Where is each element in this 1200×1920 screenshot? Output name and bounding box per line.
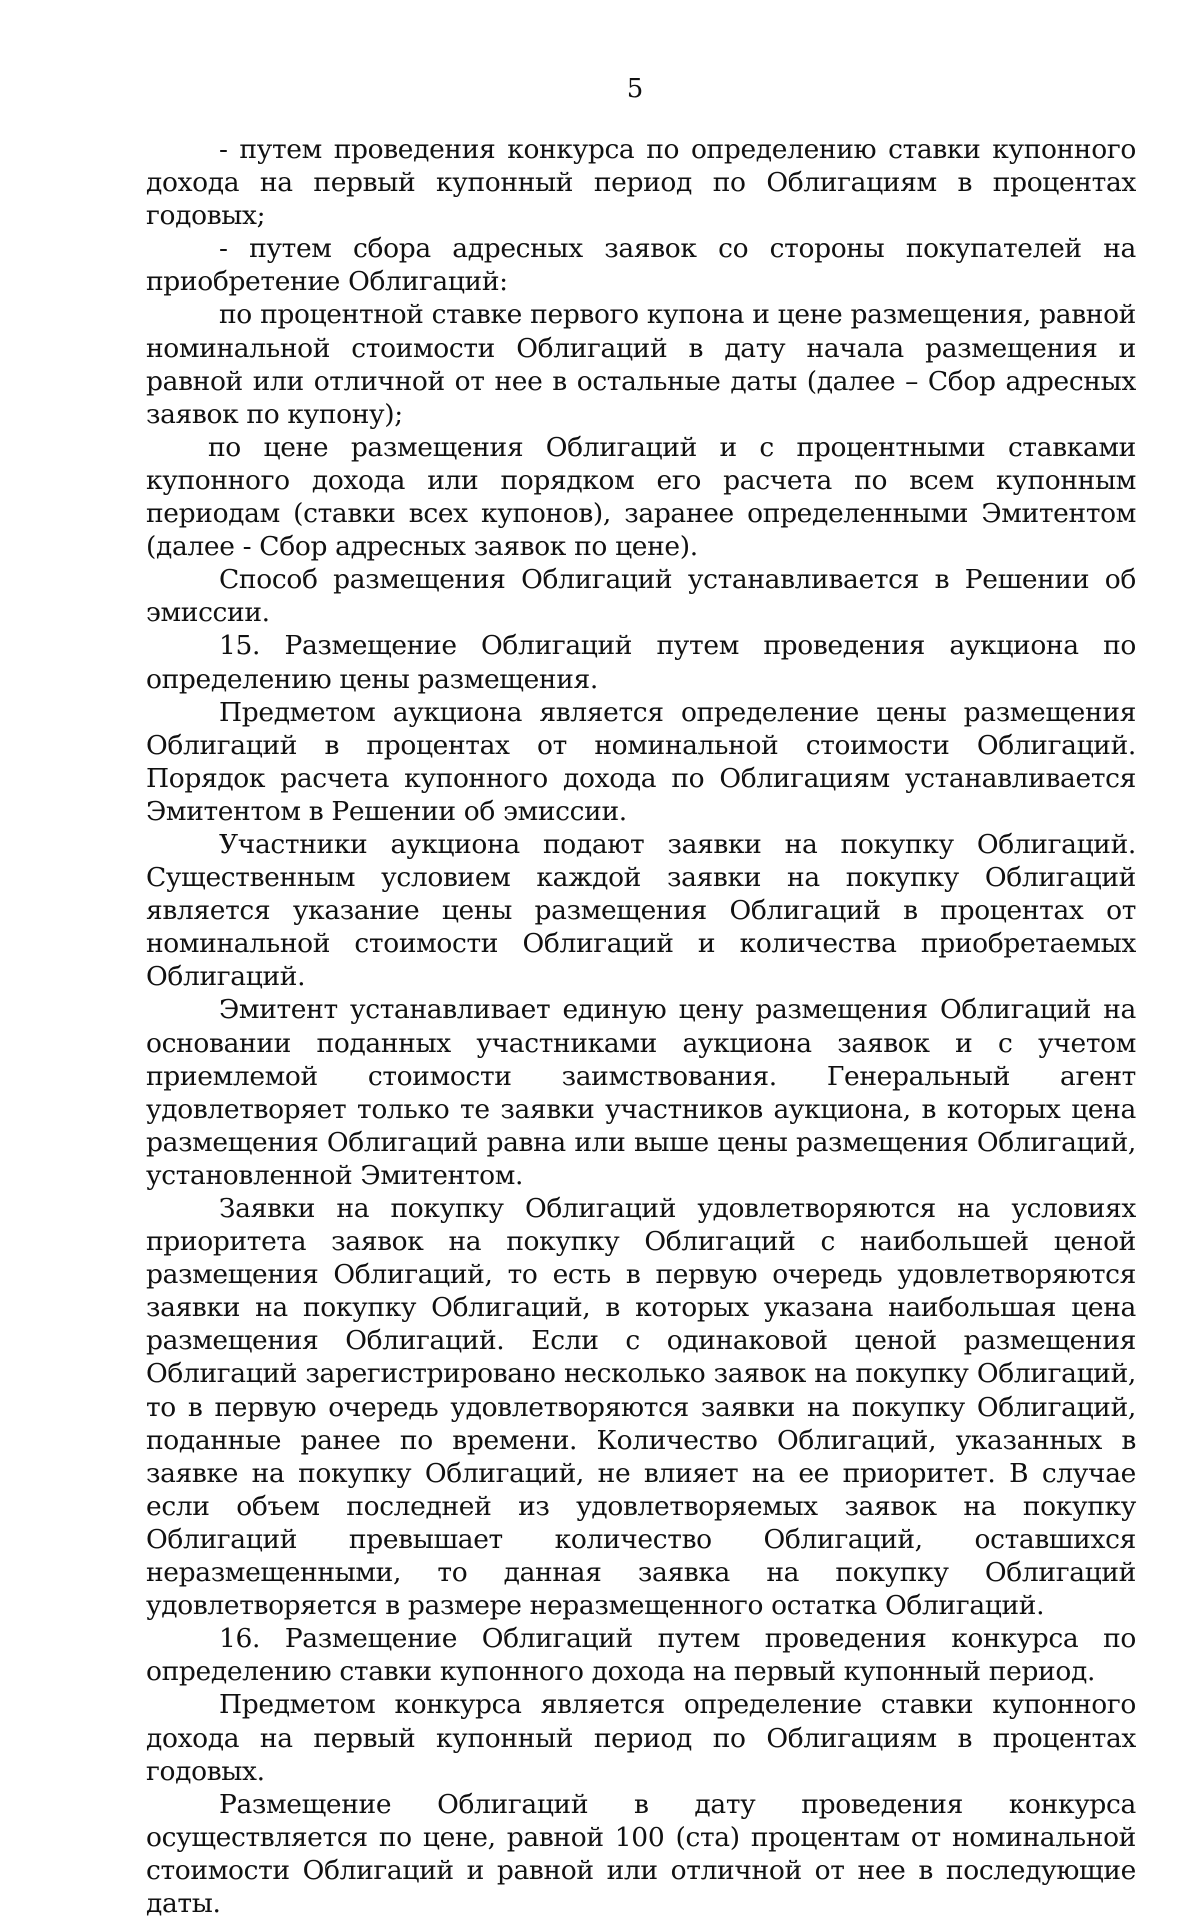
- paragraph-price-book-building: по цене размещения Облигаций и с процентными ставками купонного дохода или порядком его расчета по всем купонным периодам (ставки всех купонов), заранее определенными Эмитентом (далее - Сбор адресных заявок по цене).: [146, 431, 1136, 563]
- paragraph-placement-method: Способ размещения Облигаций устанавливается в Решении об эмиссии.: [146, 564, 1136, 629]
- paragraph-coupon-book-building: по процентной ставке первого купона и цене размещения, равной номинальной стоимости Облигаций в дату начала размещения и равной или отличной от нее в остальные даты (далее – Сбор адресных заявок по купону);: [146, 299, 1136, 430]
- paragraph-auction-participants: Участники аукциона подают заявки на покупку Облигаций. Существенным условием каждой заявки на покупку Облигаций является указание цены размещения Облигаций в процентах от номинальной стоимости Облигаций и количества приобретаемых Облигаций.: [146, 828, 1136, 993]
- paragraph-method-book-building: - путем сбора адресных заявок со стороны покупателей на приобретение Облигаций:: [146, 233, 1136, 298]
- paragraph-bid-priority: Заявки на покупку Облигаций удовлетворяются на условиях приоритета заявок на покупку Облигаций с наибольшей ценой размещения Облигаций, то есть в первую очередь удовлетворяются заявки на покупку Облигаций, в которых указана наибольшая цена размещения Облигаций. Если с одинаковой ценой размещения Облигаций зарегистрировано несколько заявок на покупку Облигаций, то в первую очередь удовлетворяются заявки на покупку Облигаций, поданные ранее по времени. Количество Облигаций, указанных в заявке на покупку Облигаций, не влияет на ее приоритет. В случае если объем последней из удовлетворяемых заявок на покупку Облигаций превышает количество Облигаций, оставшихся неразмещенными, то данная заявка на покупку Облигаций удовлетворяется в размере неразмещенного остатка Облигаций.: [146, 1193, 1136, 1622]
- paragraph-contest-subject: Предметом конкурса является определение ставки купонного дохода на первый купонный период по Облигациям в процентах годовых.: [146, 1689, 1136, 1787]
- paragraph-issuer-price: Эмитент устанавливает единую цену размещения Облигаций на основании поданных участниками аукциона заявок и с учетом приемлемой стоимости заимствования. Генеральный агент удовлетворяет только те заявки участников аукциона, в которых цена размещения Облигаций равна или выше цены размещения Облигаций, установленной Эмитентом.: [146, 994, 1136, 1191]
- paragraph-auction-subject: Предметом аукциона является определение цены размещения Облигаций в процентах от номинальной стоимости Облигаций. Порядок расчета купонного дохода по Облигациям устанавливается Эмитентом в Решении об эмиссии.: [146, 696, 1136, 827]
- page-number: 5: [626, 74, 644, 104]
- paragraph-contest-placement: Размещение Облигаций в дату проведения конкурса осуществляется по цене, равной 100 (ста) процентам от номинальной стоимости Облигаций и равной или отличной от нее в последующие даты.: [146, 1788, 1136, 1919]
- paragraph-section-16: 16. Размещение Облигаций путем проведения конкурса по определению ставки купонного дохода на первый купонный период.: [146, 1623, 1136, 1688]
- paragraph-method-contest: - путем проведения конкурса по определению ставки купонного дохода на первый купонный период по Облигациям в процентах годовых;: [146, 134, 1136, 232]
- paragraph-section-15: 15. Размещение Облигаций путем проведения аукциона по определению цены размещения.: [146, 630, 1136, 695]
- document-body: [146, 133, 1136, 1920]
